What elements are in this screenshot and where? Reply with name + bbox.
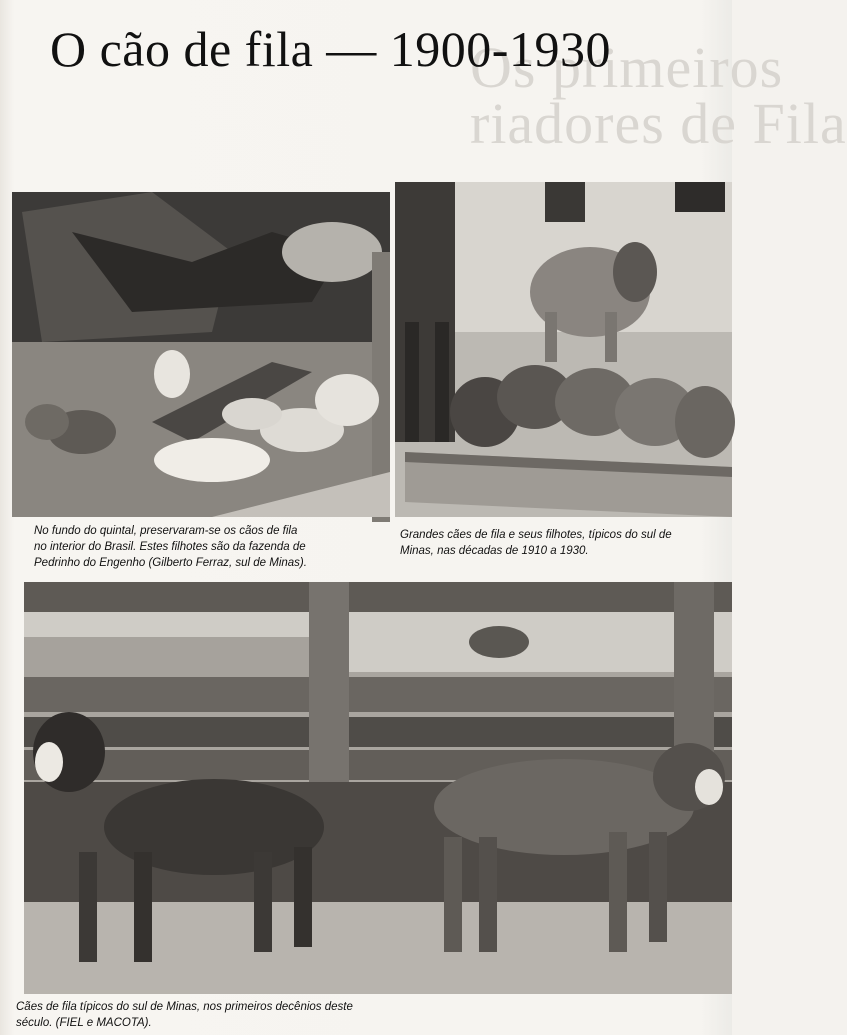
caption-line: No fundo do quintal, preservaram-se os cãos de fila	[34, 525, 298, 537]
caption-dogs-trough	[400, 527, 725, 559]
caption-line: Minas, nas décadas de 1910 a 1930.	[400, 545, 589, 557]
caption-line: Cães de fila típicos do sul de Minas, nos primeiros decênios deste	[16, 1001, 353, 1013]
caption-line: no interior do Brasil. Estes filhotes são da fazenda de	[34, 541, 306, 553]
caption-fiel-macota	[16, 999, 436, 1031]
photo-dogs-trough	[395, 182, 732, 517]
bleed-through-text: Os primeiros riadores de Fila	[470, 35, 847, 156]
caption-line: Pedrinho do Engenho (Gilberto Ferraz, sul de Minas).	[34, 557, 307, 569]
page-title: O cão de fila — 1900-1930	[50, 21, 611, 77]
caption-line: Grandes cães de fila e seus filhotes, típicos do sul de	[400, 529, 672, 541]
photo-fiel-macota	[24, 582, 732, 994]
caption-line: século. (FIEL e MACOTA).	[16, 1017, 152, 1029]
caption-puppies-yard	[34, 523, 374, 571]
photo-puppies-yard	[12, 192, 390, 517]
